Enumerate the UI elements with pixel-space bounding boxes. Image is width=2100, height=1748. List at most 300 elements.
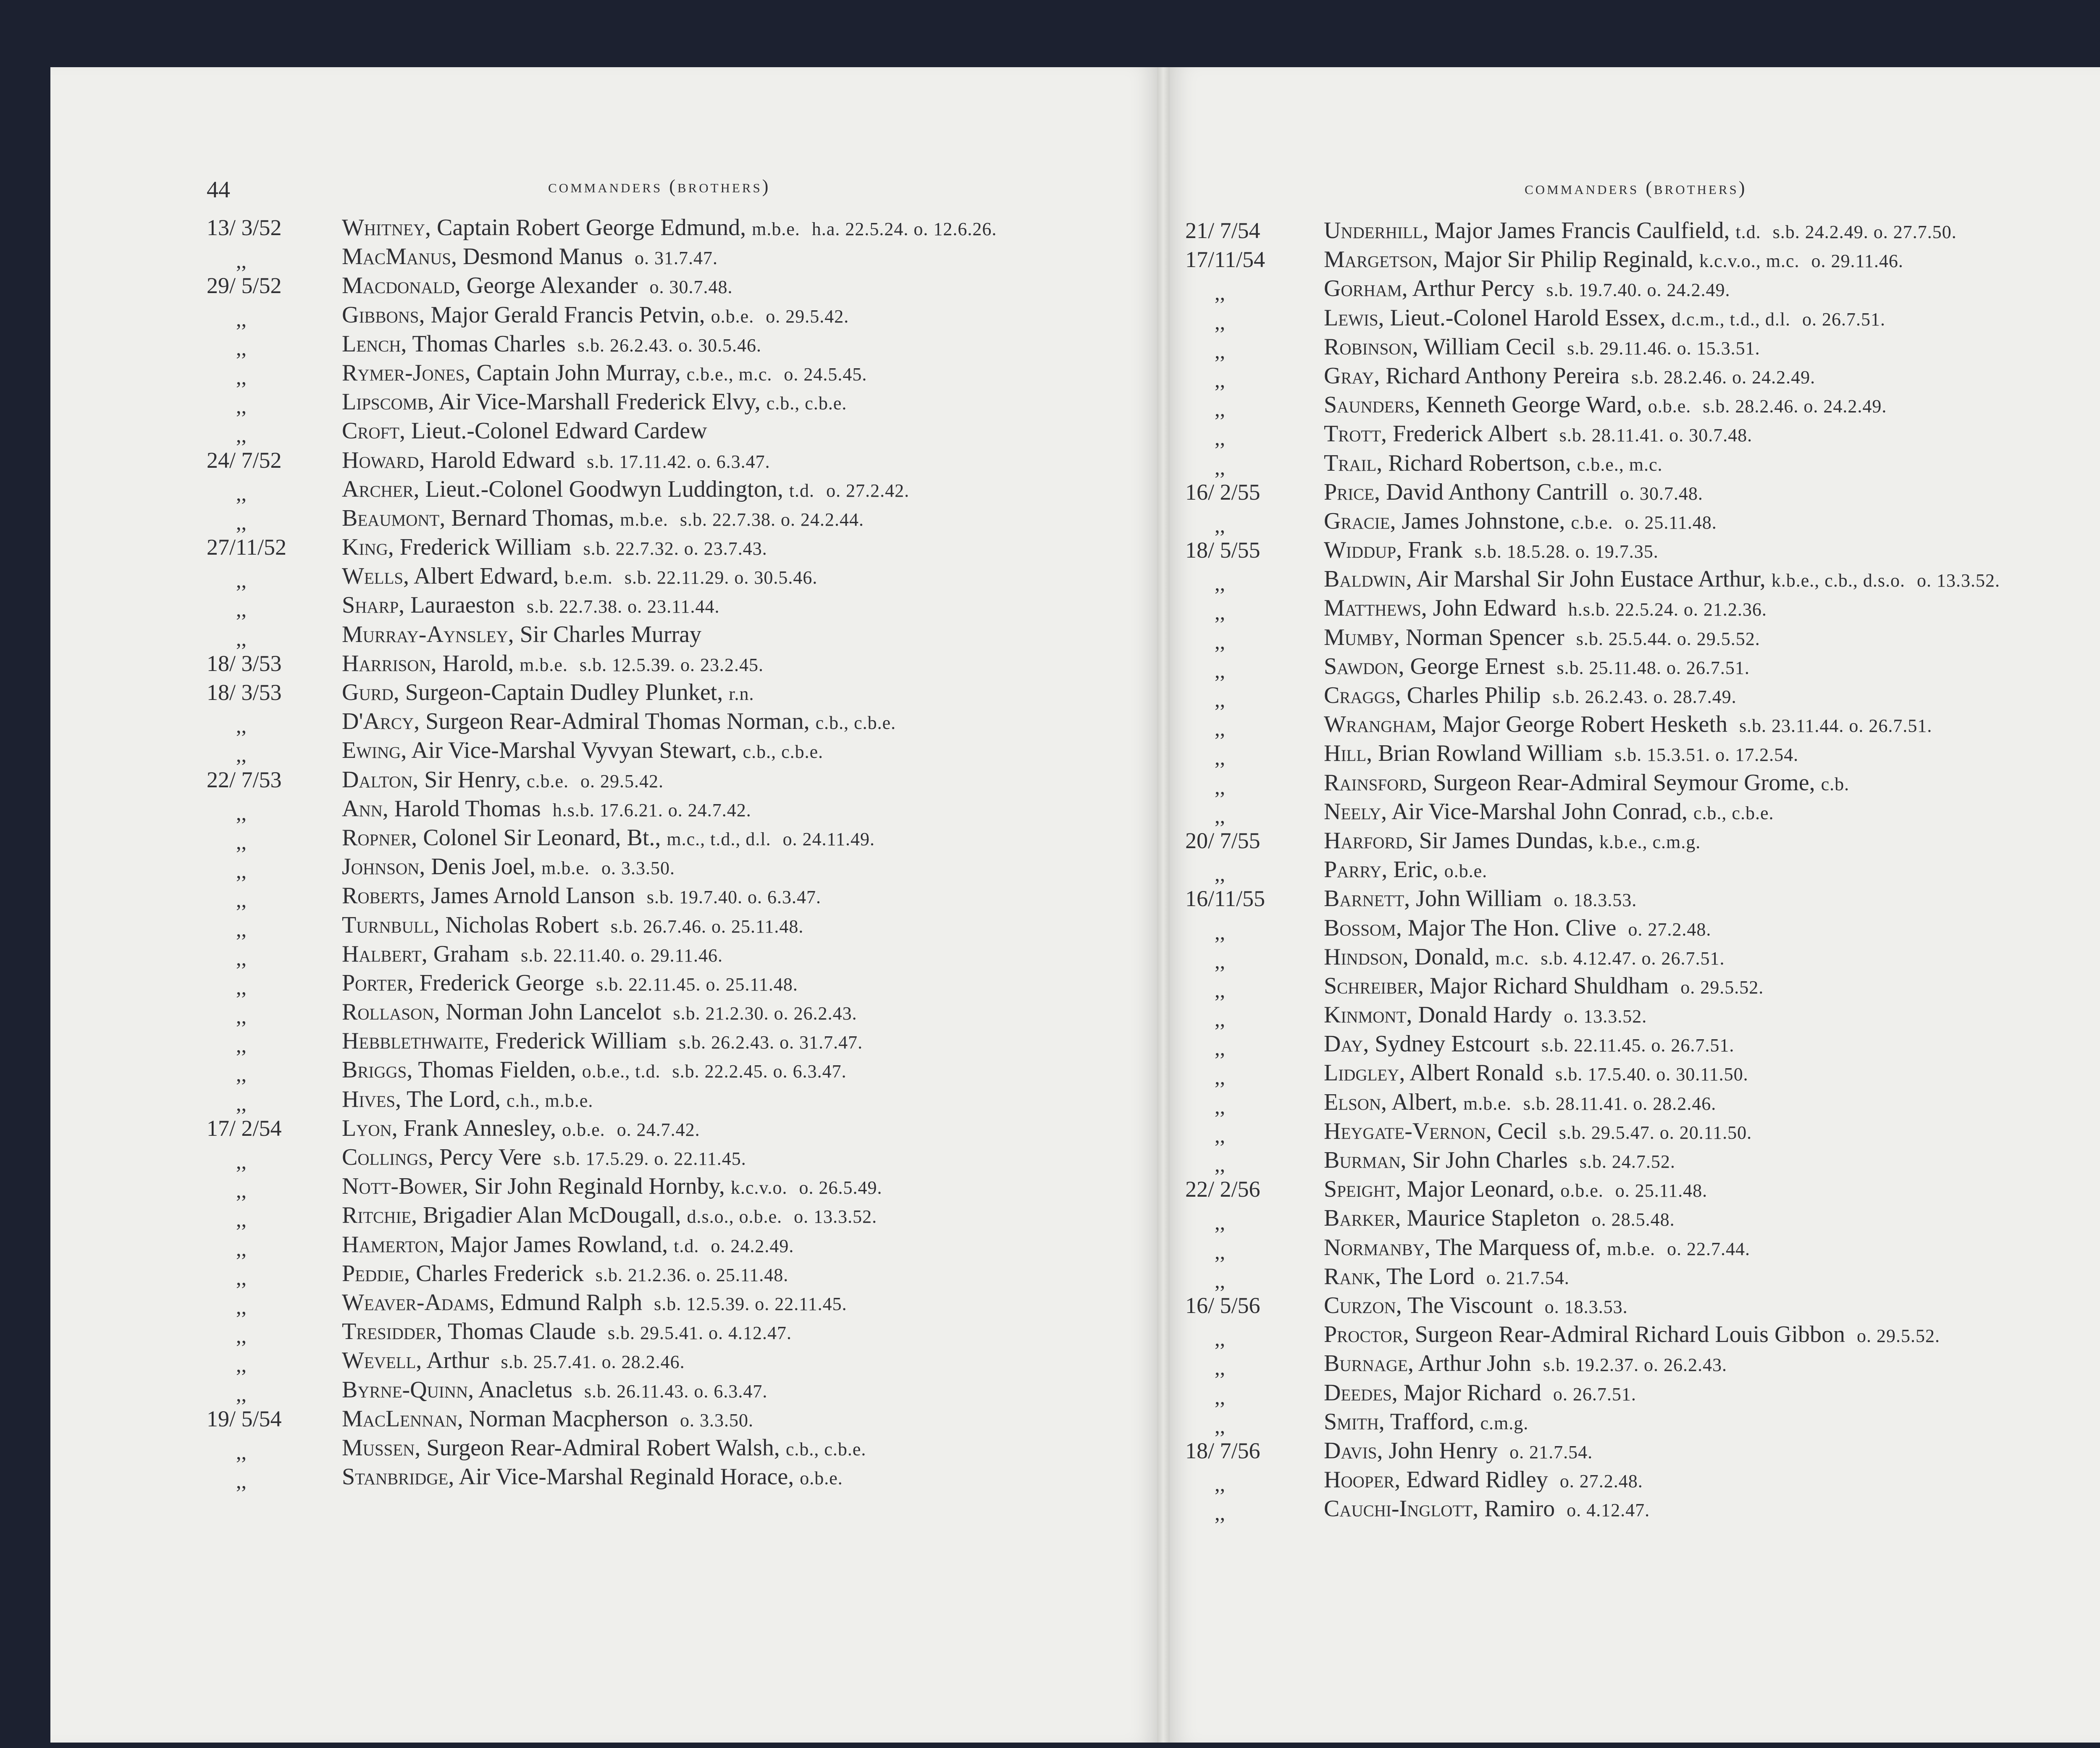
- entry-dates: s.b. 26.7.46. o. 25.11.48.: [610, 916, 804, 937]
- entry-honours: m.b.e.: [1607, 1238, 1656, 1259]
- entry-dates: s.b. 21.2.36. o. 25.11.48.: [595, 1264, 789, 1285]
- entry-row: [1185, 1262, 2100, 1291]
- entry-dates: s.b. 15.3.51. o. 17.2.54.: [1614, 744, 1799, 765]
- entry-row: [1185, 681, 2100, 710]
- entry-row: [207, 1259, 1143, 1288]
- entry-dates: o. 3.3.50.: [680, 1410, 753, 1431]
- entry-row: [1185, 914, 2100, 943]
- entry-dates: s.b. 22.7.32. o. 23.7.43.: [583, 538, 767, 559]
- entry-date: ,,: [1215, 281, 1225, 305]
- entry-date: ,,: [1215, 1240, 1225, 1263]
- entry-text: [1324, 884, 1637, 915]
- entry-surname: Normanby,: [1324, 1234, 1431, 1261]
- entry-text: [342, 620, 701, 649]
- entry-date: ,,: [1215, 862, 1225, 886]
- entry-row: [207, 213, 1143, 242]
- entry-text: [342, 562, 817, 592]
- entry-date: ,,: [236, 1382, 247, 1406]
- entry-surname: Turnbull,: [342, 912, 440, 938]
- entry-text: [1324, 914, 1711, 944]
- entry-row: [207, 1317, 1143, 1346]
- entry-names: The Viscount: [1407, 1292, 1533, 1318]
- entry-text: [1324, 797, 1774, 828]
- entry-dates: o. 29.5.42.: [580, 770, 664, 791]
- entry-date: ,,: [236, 830, 247, 854]
- entry-surname: Bossom,: [1324, 915, 1402, 941]
- entry-text: [1324, 594, 1767, 624]
- entry-text: [1324, 1204, 1675, 1234]
- entry-surname: Lyon,: [342, 1115, 398, 1141]
- entry-text: [1324, 449, 1663, 479]
- entry-dates: o. 13.3.52.: [1916, 570, 2000, 591]
- entry-text: [342, 242, 718, 273]
- entry-surname: Nott-Bower,: [342, 1173, 469, 1200]
- entry-surname: Wevell,: [342, 1347, 422, 1374]
- entry-dates: s.b. 12.5.39. o. 22.11.45.: [654, 1293, 847, 1314]
- entry-date: 24/ 7/52: [207, 447, 282, 473]
- entry-date: ,,: [236, 365, 247, 389]
- entry-row: [207, 1346, 1143, 1375]
- entry-text: [1324, 1059, 1748, 1089]
- entry-dates: o. 21.7.54.: [1509, 1441, 1593, 1462]
- entry-row: [1185, 1146, 2100, 1175]
- entry-surname: Davis,: [1324, 1437, 1383, 1464]
- entry-dates: s.b. 25.11.48. o. 26.7.51.: [1557, 657, 1750, 678]
- entry-honours: d.s.o., o.b.e.: [687, 1206, 782, 1227]
- entry-date: ,,: [236, 598, 247, 621]
- entry-row: [1185, 390, 2100, 419]
- entry-date: 16/ 5/56: [1185, 1292, 1260, 1318]
- entry-dates: o. 29.11.46.: [1811, 251, 1903, 272]
- entry-dates: h.s.b. 17.6.21. o. 24.7.42.: [552, 799, 751, 820]
- entry-text: [1324, 1465, 1643, 1496]
- entry-text: [342, 446, 770, 476]
- entry-dates: s.b. 26.2.43. o. 31.7.47.: [679, 1032, 863, 1053]
- entry-row: [207, 533, 1143, 562]
- entry-text: [342, 1288, 847, 1318]
- entry-surname: Barnett,: [1324, 886, 1410, 912]
- entry-date: ,,: [1215, 717, 1225, 741]
- entry-dates: o. 30.7.48.: [649, 277, 733, 298]
- entry-names: Norman John Lancelot: [446, 999, 662, 1025]
- entry-row: [207, 504, 1143, 533]
- entry-names: Harold Edward: [430, 447, 575, 473]
- entry-dates: s.b. 4.12.47. o. 26.7.51.: [1541, 948, 1725, 969]
- entry-surname: Peddie,: [342, 1260, 410, 1287]
- entry-honours: d.c.m., t.d., d.l.: [1671, 309, 1791, 330]
- entry-date: ,,: [236, 481, 247, 505]
- entry-row: [207, 1143, 1143, 1172]
- entry-surname: Underhill,: [1324, 218, 1429, 244]
- entry-names: Norman Spencer: [1405, 624, 1564, 650]
- entry-row: [207, 1085, 1143, 1114]
- entry-names: Arthur: [426, 1347, 489, 1374]
- entry-text: [1324, 1494, 1650, 1525]
- entry-surname: Halbert,: [342, 941, 428, 967]
- entry-surname: Curzon,: [1324, 1292, 1402, 1318]
- entry-text: [342, 1085, 593, 1115]
- entry-dates: s.b. 25.7.41. o. 28.2.46.: [501, 1352, 685, 1373]
- entry-date: ,,: [1215, 1153, 1225, 1176]
- entry-text: [1324, 245, 1903, 275]
- entry-surname: Ropner,: [342, 824, 417, 851]
- entry-row: [1185, 245, 2100, 274]
- entry-names: Air Vice-Marshall Frederick Elvy,: [438, 389, 761, 415]
- entry-text: [1324, 1088, 1716, 1118]
- entry-row: [1185, 623, 2100, 652]
- entry-names: Frederick George: [419, 970, 584, 996]
- entry-text: [1324, 1349, 1727, 1379]
- entry-text: [342, 1056, 847, 1086]
- entry-dates: s.b. 12.5.39. o. 23.2.45.: [579, 654, 764, 675]
- entry-date: ,,: [236, 801, 247, 825]
- entry-surname: Day,: [1324, 1031, 1369, 1057]
- entry-text: [1324, 1262, 1570, 1292]
- entry-surname: MacManus,: [342, 244, 457, 270]
- entry-date: ,,: [236, 569, 247, 592]
- entry-row: [207, 417, 1143, 446]
- entry-date: ,,: [1215, 1385, 1225, 1409]
- entry-dates: o. 29.5.52.: [1856, 1326, 1940, 1347]
- entry-date: 18/ 3/53: [207, 680, 282, 705]
- entry-date: ,,: [1215, 1268, 1225, 1292]
- entry-honours: m.c., t.d., d.l.: [667, 828, 771, 849]
- entry-dates: s.b. 29.5.41. o. 4.12.47.: [607, 1323, 792, 1344]
- entry-honours: o.b.e.: [1444, 861, 1488, 882]
- entry-row: [207, 998, 1143, 1027]
- entry-surname: Lench,: [342, 330, 407, 357]
- entry-date: ,,: [236, 307, 247, 331]
- entry-date: 18/ 5/55: [1185, 537, 1260, 563]
- entry-row: [1185, 710, 2100, 739]
- entry-text: [1324, 536, 1659, 566]
- entry-names: Thomas Charles: [412, 330, 566, 357]
- entry-surname: Gray,: [1324, 362, 1380, 389]
- entry-dates: s.b. 28.11.41. o. 28.2.46.: [1523, 1093, 1717, 1114]
- entry-row: [207, 359, 1143, 388]
- entry-date: ,,: [1215, 1501, 1225, 1525]
- entry-date: ,,: [1215, 1123, 1225, 1147]
- entry-row: [207, 301, 1143, 330]
- entry-row: [207, 707, 1143, 736]
- entry-date: ,,: [1215, 920, 1225, 944]
- entry-surname: Ann,: [342, 795, 388, 822]
- entry-text: [342, 475, 909, 505]
- entry-row: [207, 1027, 1143, 1056]
- entry-dates: o. 24.5.45.: [784, 364, 867, 385]
- entry-honours: m.b.e.: [752, 219, 800, 239]
- entry-row: [207, 388, 1143, 417]
- entry-text: [342, 911, 803, 941]
- entry-date: ,,: [1215, 658, 1225, 682]
- entry-honours: k.b.e., c.m.g.: [1599, 831, 1701, 852]
- entry-surname: Sawdon,: [1324, 653, 1404, 679]
- entry-row: [207, 620, 1143, 649]
- entry-text: [342, 794, 751, 825]
- entry-surname: Gibbons,: [342, 301, 425, 328]
- entry-row: [1185, 1059, 2100, 1088]
- entry-surname: Harford,: [1324, 827, 1413, 854]
- entry-names: Air Vice-Marshal Reginald Horace,: [459, 1464, 794, 1490]
- entry-names: George Alexander: [466, 273, 638, 299]
- entry-surname: Lidgley,: [1324, 1060, 1405, 1086]
- entry-date: ,,: [236, 1469, 247, 1493]
- entry-text: [1324, 1320, 1940, 1350]
- entry-surname: Hindson,: [1324, 943, 1409, 970]
- entry-row: [1185, 1291, 2100, 1320]
- entry-surname: Burnage,: [1324, 1350, 1414, 1377]
- entry-surname: Macdonald,: [342, 273, 461, 299]
- entry-surname: Mussen,: [342, 1434, 421, 1461]
- entry-surname: Cauchi-Inglott,: [1324, 1496, 1479, 1522]
- entry-date: ,,: [236, 1150, 247, 1173]
- entry-dates: s.b. 26.11.43. o. 6.3.47.: [584, 1381, 768, 1402]
- entry-row: [207, 330, 1143, 359]
- entry-row: [1185, 1436, 2100, 1465]
- entry-names: Denis Joel,: [431, 854, 536, 880]
- entry-surname: Smith,: [1324, 1408, 1385, 1435]
- entry-row: [1185, 1030, 2100, 1059]
- entry-row: [1185, 972, 2100, 1001]
- entry-dates: s.b. 22.11.45. o. 26.7.51.: [1541, 1035, 1735, 1056]
- entry-names: Richard Robertson,: [1388, 450, 1571, 476]
- entry-text: [342, 736, 823, 766]
- entry-text: [342, 1346, 685, 1376]
- entry-row: [1185, 304, 2100, 333]
- entry-surname: Rank,: [1324, 1263, 1381, 1289]
- entry-surname: Briggs,: [342, 1057, 413, 1083]
- entry-dates: o. 27.2.48.: [1559, 1471, 1643, 1492]
- entry-date: ,,: [236, 975, 247, 999]
- entry-names: Albert,: [1391, 1089, 1458, 1115]
- entry-dates: o. 26.7.51.: [1802, 309, 1886, 330]
- entry-date: ,,: [1215, 688, 1225, 711]
- entry-names: Lauraeston: [410, 592, 515, 618]
- entry-dates: s.b. 29.11.46. o. 15.3.51.: [1567, 338, 1760, 359]
- running-title: commanders (brothers): [548, 176, 771, 197]
- entry-honours: k.c.v.o., m.c.: [1699, 251, 1800, 272]
- entry-names: Edmund Ralph: [500, 1289, 643, 1316]
- entry-row: [207, 1230, 1143, 1259]
- entry-surname: Heygate-Vernon,: [1324, 1118, 1492, 1144]
- entry-names: Sir John Charles: [1412, 1147, 1568, 1173]
- entry-honours: c.b.e., m.c.: [1577, 454, 1663, 475]
- entry-date: 27/11/52: [207, 535, 287, 560]
- entry-names: Trafford,: [1390, 1408, 1475, 1435]
- entry-dates: s.b. 22.7.38. o. 23.11.44.: [526, 596, 720, 617]
- entry-surname: Hooper,: [1324, 1467, 1401, 1493]
- entry-row: [1185, 768, 2100, 797]
- entry-names: James Johnstone,: [1402, 508, 1565, 534]
- entry-honours: o.b.e.: [562, 1119, 605, 1140]
- entry-honours: m.b.e.: [541, 858, 590, 879]
- entry-date: 13/ 3/52: [207, 215, 282, 240]
- entry-dates: o. 26.5.49.: [799, 1177, 882, 1198]
- entry-text: [342, 1259, 788, 1289]
- entry-text: [342, 852, 675, 883]
- entry-names: Percy Vere: [439, 1144, 542, 1170]
- entry-text: [342, 330, 761, 360]
- entry-dates: o. 13.3.52.: [1564, 1006, 1647, 1027]
- entry-text: [342, 940, 723, 970]
- entry-text: [342, 388, 847, 418]
- entry-row: [207, 1376, 1143, 1405]
- entry-names: Frederick William: [399, 534, 572, 561]
- entry-date: ,,: [1215, 513, 1225, 537]
- entry-text: [342, 359, 867, 389]
- entry-row: [1185, 216, 2100, 245]
- entry-honours: m.c.: [1495, 948, 1529, 969]
- entry-dates: o. 21.7.54.: [1486, 1267, 1570, 1288]
- entry-surname: Ewing,: [342, 737, 407, 764]
- entry-honours: m.b.e.: [620, 509, 668, 530]
- entry-dates: s.b. 17.5.40. o. 30.11.50.: [1555, 1064, 1748, 1085]
- entry-date: ,,: [1215, 1211, 1225, 1234]
- entry-dates: s.b. 19.7.40. o. 6.3.47.: [646, 887, 821, 908]
- entry-names: Harold Thomas: [394, 795, 541, 822]
- entry-row: [207, 823, 1143, 852]
- entry-text: [342, 1405, 753, 1435]
- entry-row: [1185, 1204, 2100, 1233]
- entry-date: ,,: [236, 1033, 247, 1057]
- entry-surname: Tresidder,: [342, 1318, 442, 1345]
- entry-text: [342, 1114, 700, 1144]
- entry-names: Major Gerald Francis Petvin,: [430, 301, 705, 328]
- entry-text: [1324, 419, 1752, 450]
- entry-surname: Robinson,: [1324, 333, 1418, 360]
- entry-surname: Gurd,: [342, 679, 399, 705]
- entry-dates: s.b. 19.2.37. o. 26.2.43.: [1543, 1355, 1727, 1376]
- entry-text: [1324, 1030, 1734, 1060]
- entry-row: [1185, 884, 2100, 913]
- entry-date: ,,: [236, 249, 247, 273]
- entry-honours: c.b., c.b.e.: [785, 1439, 866, 1460]
- entry-row: [207, 1056, 1143, 1085]
- entry-names: Sir Charles Murray: [520, 621, 702, 647]
- entry-surname: Rollason,: [342, 999, 440, 1025]
- entry-surname: Matthews,: [1324, 595, 1427, 621]
- entry-dates: s.b. 26.2.43. o. 28.7.49.: [1552, 687, 1737, 707]
- entry-dates: o. 3.3.50.: [601, 858, 675, 879]
- entry-row: [1185, 1378, 2100, 1407]
- entry-names: Major Sir Philip Reginald,: [1444, 246, 1694, 273]
- entry-names: William Cecil: [1423, 333, 1556, 360]
- entry-names: Lieut.-Colonel Harold Essex,: [1390, 304, 1666, 331]
- entry-honours: c.b.e., m.c.: [686, 364, 772, 385]
- entry-honours: m.b.e.: [1463, 1093, 1512, 1114]
- entry-names: Captain Robert George Edmund,: [436, 215, 746, 241]
- entry-date: ,,: [236, 946, 247, 970]
- entry-honours: m.b.e.: [520, 654, 568, 675]
- entry-date: ,,: [1215, 571, 1225, 595]
- entry-text: [342, 1230, 794, 1261]
- entry-honours: o.b.e.: [800, 1468, 843, 1489]
- entry-dates: o. 24.11.49.: [782, 828, 875, 849]
- entry-text: [342, 1027, 863, 1057]
- entry-names: George Ernest: [1410, 653, 1545, 679]
- entry-surname: Hamerton,: [342, 1231, 445, 1258]
- entry-dates: o. 22.7.44.: [1667, 1238, 1751, 1259]
- entry-row: [1185, 1407, 2100, 1436]
- entry-names: John Edward: [1433, 595, 1557, 621]
- entry-surname: Kinmont,: [1324, 1002, 1412, 1028]
- entry-row: [207, 940, 1143, 969]
- entry-honours: o.b.e., t.d.: [582, 1061, 661, 1082]
- entry-date: ,,: [1215, 1356, 1225, 1380]
- entry-row: [1185, 739, 2100, 768]
- entry-text: [1324, 478, 1703, 508]
- entry-names: Donald,: [1414, 943, 1490, 970]
- entry-names: Charles Philip: [1407, 682, 1541, 708]
- entry-text: [342, 1172, 882, 1202]
- entry-names: Captain John Murray,: [476, 359, 681, 386]
- entry-names: Albert Ronald: [1410, 1060, 1544, 1086]
- entry-dates: h.a. 22.5.24. o. 12.6.26.: [811, 219, 997, 239]
- entry-surname: Beaumont,: [342, 505, 446, 531]
- entry-names: Major The Hon. Clive: [1407, 915, 1617, 941]
- entry-text: [342, 504, 864, 534]
- entry-names: Major Richard: [1403, 1379, 1541, 1406]
- entry-row: [207, 1201, 1143, 1230]
- entry-names: Major James Francis Caulfield,: [1434, 218, 1730, 244]
- entry-text: [342, 969, 798, 999]
- entry-names: Surgeon Rear-Admiral Thomas Norman,: [425, 708, 810, 735]
- entry-text: [342, 823, 875, 854]
- entry-dates: o. 24.7.42.: [617, 1119, 700, 1140]
- entry-surname: Trail,: [1324, 450, 1383, 476]
- entry-dates: o. 25.11.48.: [1625, 512, 1717, 533]
- entry-dates: o. 25.11.48.: [1615, 1180, 1708, 1201]
- entry-surname: Mumby,: [1324, 624, 1400, 650]
- entry-date: ,,: [1215, 426, 1225, 450]
- entry-row: [1185, 1349, 2100, 1378]
- entry-date: ,,: [236, 1091, 247, 1115]
- entry-list: [1185, 216, 2100, 1523]
- entry-text: [1324, 565, 2000, 595]
- entry-dates: s.b. 22.11.45. o. 25.11.48.: [596, 974, 798, 995]
- entry-honours: c.b.: [1821, 773, 1850, 794]
- entry-date: ,,: [1215, 1414, 1225, 1438]
- entry-row: [1185, 419, 2100, 448]
- entry-text: [342, 1434, 866, 1464]
- entry-names: Sir Henry,: [424, 766, 521, 793]
- entry-surname: Hives,: [342, 1086, 402, 1112]
- entry-text: [342, 678, 754, 708]
- entry-text: [1324, 1436, 1593, 1467]
- entry-names: Air Marshal Sir John Eustace Arthur,: [1416, 566, 1766, 592]
- entry-names: Major Richard Shuldham: [1430, 972, 1669, 999]
- entry-surname: Byrne-Quinn,: [342, 1376, 474, 1403]
- entry-surname: Roberts,: [342, 883, 425, 909]
- entry-date: 22/ 7/53: [207, 767, 282, 792]
- entry-names: Frederick Albert: [1393, 421, 1548, 447]
- entry-dates: o. 27.2.48.: [1628, 919, 1712, 940]
- entry-text: [1324, 943, 1725, 973]
- entry-surname: Hill,: [1324, 740, 1373, 767]
- entry-dates: s.b. 21.2.30. o. 26.2.43.: [673, 1003, 857, 1024]
- entry-date: ,,: [236, 1440, 247, 1464]
- entry-text: [1324, 1146, 1675, 1176]
- entry-names: Bernard Thomas,: [451, 505, 614, 531]
- entry-text: [342, 765, 664, 796]
- entry-date: ,,: [236, 917, 247, 941]
- entry-row: [207, 852, 1143, 881]
- entry-text: [342, 417, 707, 446]
- entry-date: 17/ 2/54: [207, 1115, 282, 1141]
- entry-dates: o. 13.3.52.: [794, 1206, 877, 1227]
- entry-names: Lieut.-Colonel Goodwyn Luddington,: [425, 476, 783, 502]
- entry-surname: Neely,: [1324, 798, 1387, 825]
